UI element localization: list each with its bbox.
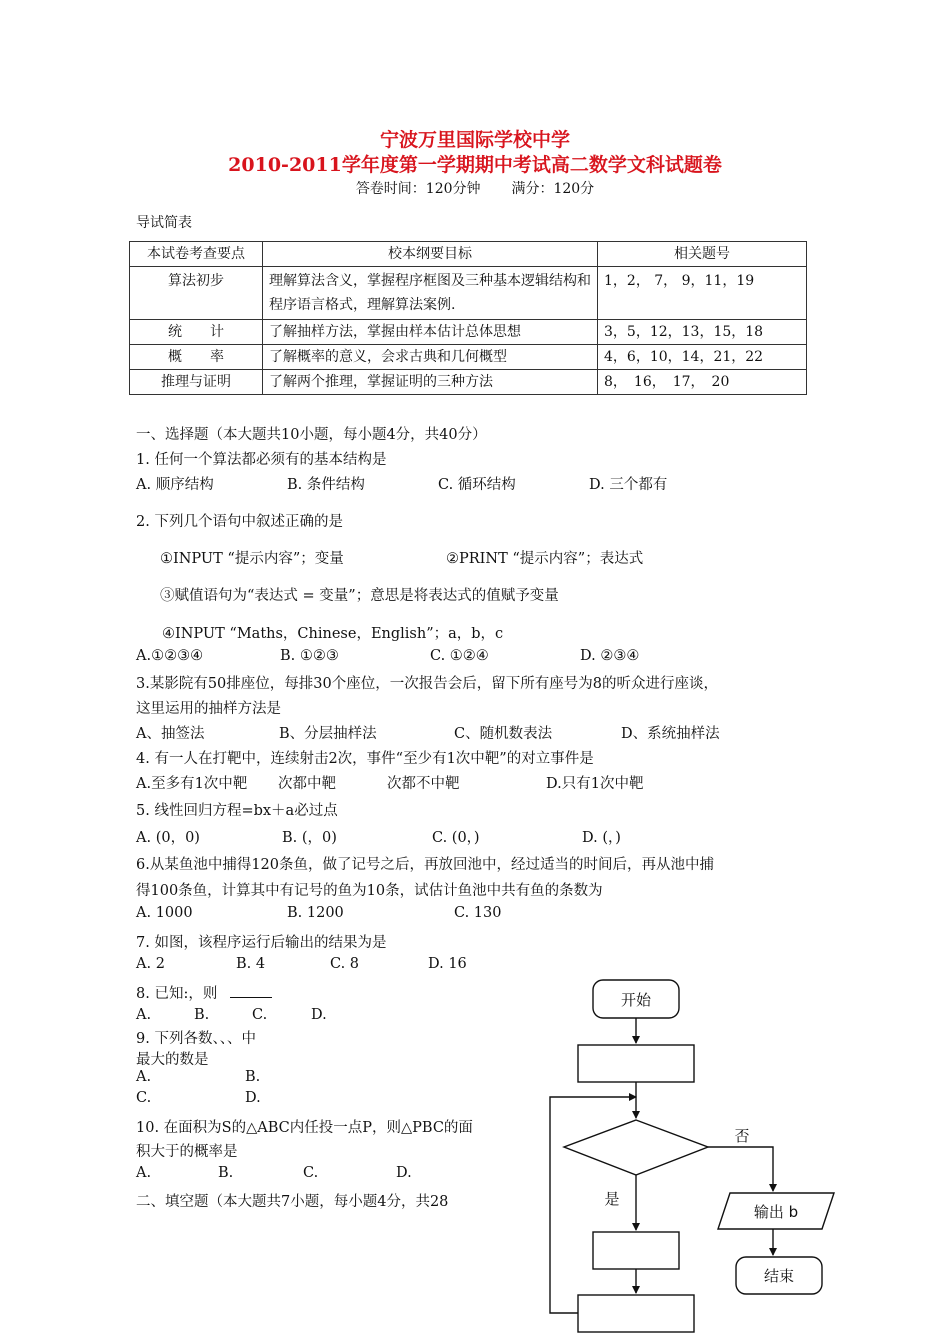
q2-statement-1: ①INPUT “提示内容”；变量: [160, 551, 344, 567]
q10-line-1: 10. 在面积为S的△ABC内任投一点P，则△PBC的面: [136, 1120, 473, 1136]
q9-option-c: C.: [136, 1090, 152, 1106]
q8-stem-text: 8. 已知:，则: [136, 986, 218, 1002]
q8-option-d: D.: [311, 1007, 327, 1023]
q3-line-2: 这里运用的抽样方法是: [136, 701, 281, 717]
guide-goal: 理解算法含义，掌握程序框图及三种基本逻辑结构和程序语言格式，理解算法案例.: [263, 267, 598, 320]
table-row: [130, 345, 807, 370]
q10-option-a: A.: [136, 1165, 152, 1181]
guide-nums: 4，6，10，14，21，22: [598, 345, 807, 370]
q4-option-a: A.至多有1次中靶: [136, 776, 248, 792]
table-row: [130, 370, 807, 395]
q2-stem: 2. 下列几个语句中叙述正确的是: [136, 514, 343, 530]
q6-line-2: 得100条鱼，计算其中有记号的鱼为10条，试估计鱼池中共有鱼的条数为: [136, 883, 603, 899]
guide-nums: 1，2， 7， 9，11，19: [598, 267, 807, 320]
q2-option-d: D. ②③④: [580, 648, 640, 664]
q9-option-a: A.: [136, 1069, 152, 1085]
flow-yes-label: 是: [604, 1190, 620, 1208]
guide-col-nums: 相关题号: [598, 242, 807, 267]
q8-option-b: B.: [194, 1007, 210, 1023]
q8-option-c: C.: [252, 1007, 268, 1023]
flow-process-body-2: [578, 1295, 694, 1332]
school-name: 宁波万里国际学校中学: [379, 129, 570, 151]
q1-stem: 1. 任何一个算法都必须有的基本结构是: [136, 452, 387, 468]
q4-option-c: 次都不中靶: [387, 776, 460, 792]
q10-option-c: C.: [303, 1165, 319, 1181]
exam-title: 2010-2011学年度第一学期期中考试高二数学文科试题卷: [228, 154, 722, 176]
q6-option-a: A. 1000: [136, 905, 193, 921]
q4-stem: 4. 有一人在打靶中，连续射击2次，事件“至少有1次中靶”的对立事件是: [136, 751, 594, 767]
q2-statement-3: ③赋值语句为“表达式 = 变量”；意思是将表达式的值赋予变量: [160, 588, 559, 604]
guide-goal: 了解两个推理，掌握证明的三种方法: [263, 370, 598, 395]
guide-point: 概 率: [130, 345, 263, 370]
q2-option-c: C. ①②④: [430, 648, 489, 664]
section1-heading: 一、选择题（本大题共10小题，每小题4分，共40分）: [136, 427, 487, 443]
guide-point: 统 计: [130, 320, 263, 345]
q9-line-2: 最大的数是: [136, 1052, 209, 1068]
table-row: [130, 267, 807, 320]
q7-stem: 7. 如图，该程序运行后输出的结果为是: [136, 935, 387, 951]
q2-statement-4: ④INPUT “Maths，Chinese，English”；a，b，c: [162, 626, 504, 642]
q1-option-a: A. 顺序结构: [136, 477, 214, 493]
q4-option-b: 次都中靶: [278, 776, 336, 792]
guide-point: 算法初步: [130, 267, 263, 320]
flow-no-label: 否: [734, 1127, 750, 1145]
flow-start-label: 开始: [620, 991, 652, 1009]
q8-option-a: A.: [136, 1007, 152, 1023]
flow-end-label: 结束: [763, 1267, 795, 1285]
q5-option-b: B. (，0): [282, 830, 337, 846]
q8-answer-blank[interactable]: [230, 983, 272, 998]
guide-goal: 了解概率的意义，会求古典和几何概型: [263, 345, 598, 370]
flowchart: [540, 975, 860, 1344]
q9-line-1: 9. 下列各数、、、中: [136, 1031, 256, 1047]
flow-output-label: 输出 b: [753, 1203, 799, 1221]
q6-option-c: C. 130: [454, 905, 502, 921]
guide-nums: 8， 16， 17， 20: [598, 370, 807, 395]
guide-goal: 了解抽样方法，掌握由样本估计总体思想: [263, 320, 598, 345]
q2-statement-2: ②PRINT “提示内容”；表达式: [446, 551, 644, 567]
q5-option-d: D. (，): [582, 830, 621, 846]
q10-option-b: B.: [218, 1165, 234, 1181]
q5-option-c: C. (0，): [432, 830, 480, 846]
q9-option-b: B.: [245, 1069, 261, 1085]
flow-process-body-1: [593, 1232, 679, 1269]
q7-option-a: A. 2: [136, 956, 165, 972]
q7-option-d: D. 16: [428, 956, 467, 972]
guide-point: 推理与证明: [130, 370, 263, 395]
q5-option-a: A. (0，0): [136, 830, 200, 846]
q10-option-d: D.: [396, 1165, 412, 1181]
guide-table: [129, 241, 807, 395]
guide-label: 导试简表: [136, 215, 192, 231]
table-row: [130, 320, 807, 345]
q1-option-b: B. 条件结构: [287, 477, 365, 493]
q1-option-c: C. 循环结构: [438, 477, 516, 493]
exam-info: [0, 178, 950, 198]
section2-heading: 二、填空题（本大题共7小题，每小题4分，共28: [136, 1194, 449, 1210]
q3-option-a: A、抽签法: [136, 726, 205, 742]
flow-decision: [564, 1120, 708, 1175]
q3-line-1: 3.某影院有50排座位，每排30个座位，一次报告会后，留下所有座号为8的听众进行座谈，: [136, 676, 718, 692]
q2-option-b: B. ①②③: [280, 648, 339, 664]
q4-option-d: D.只有1次中靶: [546, 776, 644, 792]
guide-col-point: 本试卷考查要点: [130, 242, 263, 267]
q9-option-d: D.: [245, 1090, 261, 1106]
q2-option-a: A.①②③④: [136, 648, 204, 664]
q6-line-1: 6.从某鱼池中捕得120条鱼，做了记号之后，再放回池中，经过适当的时间后，再从池中捕: [136, 857, 715, 873]
q7-option-c: C. 8: [330, 956, 360, 972]
q6-option-b: B. 1200: [287, 905, 344, 921]
q3-option-d: D、系统抽样法: [621, 726, 720, 742]
guide-header-row: [130, 242, 807, 267]
score-info: 满分：120分: [511, 181, 595, 197]
q1-option-d: D. 三个都有: [589, 477, 668, 493]
flow-loop-back: [550, 1097, 636, 1313]
q3-option-c: C、随机数表法: [454, 726, 553, 742]
guide-nums: 3，5，12，13，15，18: [598, 320, 807, 345]
q10-line-2: 积大于的概率是: [136, 1144, 238, 1160]
flow-process-init: [578, 1045, 694, 1082]
guide-col-goal: 校本纲要目标: [263, 242, 598, 267]
q7-option-b: B. 4: [236, 956, 266, 972]
q8-stem: [136, 982, 272, 1003]
time-info: 答卷时间：120分钟: [355, 181, 481, 197]
q3-option-b: B、分层抽样法: [279, 726, 377, 742]
q5-stem: 5. 线性回归方程=bx＋a必过点: [136, 803, 338, 819]
